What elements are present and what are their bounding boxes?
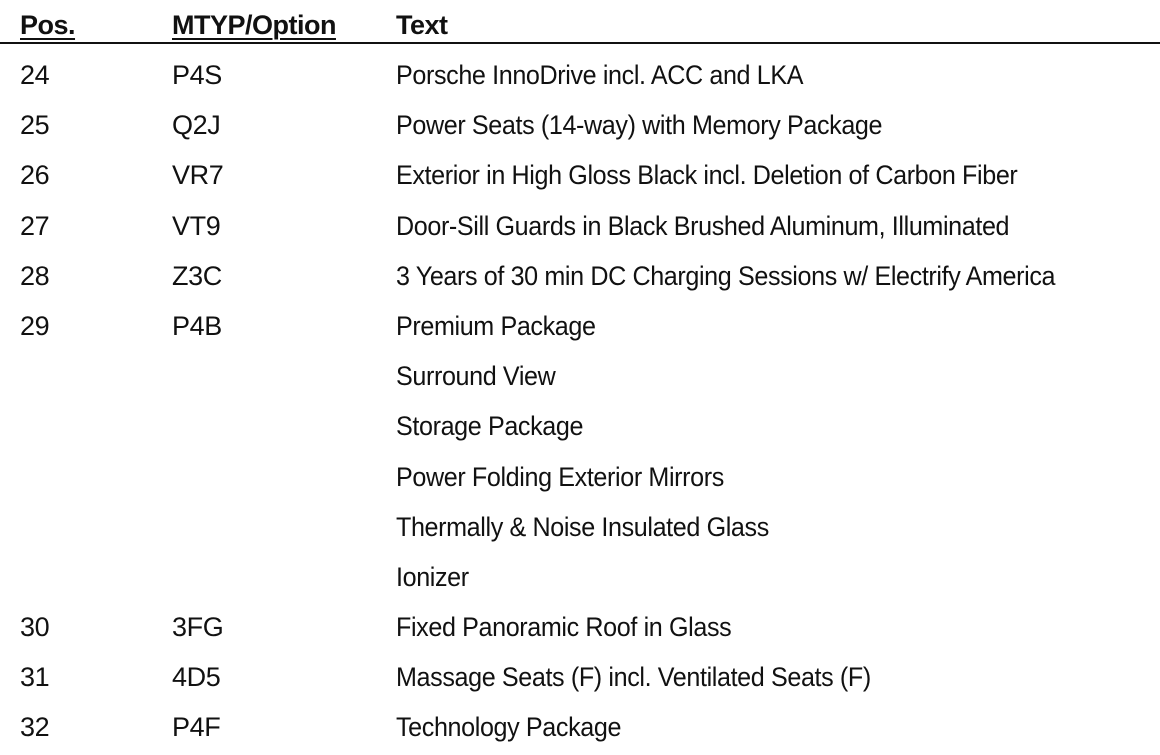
row-text: Fixed Panoramic Roof in Glass bbox=[396, 612, 732, 643]
row-text: Ionizer bbox=[396, 561, 469, 592]
header-pos: Pos. bbox=[20, 10, 76, 40]
row-text: Surround View bbox=[396, 361, 556, 392]
row-option: P4S bbox=[172, 60, 222, 90]
row-pos: 30 bbox=[20, 612, 50, 643]
table-row bbox=[0, 604, 1160, 654]
row-text: Storage Package bbox=[396, 411, 584, 442]
row-text: Technology Package bbox=[396, 712, 622, 743]
table-row-subitem bbox=[0, 504, 1160, 554]
header-option: MTYP/Option bbox=[172, 10, 336, 40]
row-option: Q2J bbox=[172, 110, 221, 141]
row-pos: 32 bbox=[20, 712, 50, 743]
row-option: P4B bbox=[172, 310, 222, 341]
table-row bbox=[0, 704, 1160, 754]
row-pos: 31 bbox=[20, 662, 50, 693]
table-header bbox=[0, 0, 1160, 44]
row-option: 3FG bbox=[172, 612, 224, 643]
table-row bbox=[0, 203, 1160, 253]
row-pos: 25 bbox=[20, 110, 50, 141]
row-text: Thermally & Noise Insulated Glass bbox=[396, 511, 769, 542]
row-text: Power Seats (14-way) with Memory Package bbox=[396, 110, 883, 141]
row-option: 4D5 bbox=[172, 662, 221, 693]
row-option: Z3C bbox=[172, 260, 222, 291]
row-text: Massage Seats (F) incl. Ventilated Seats (F) bbox=[396, 662, 871, 693]
row-pos: 24 bbox=[20, 60, 50, 90]
table-row bbox=[0, 52, 1160, 102]
row-text: Door-Sill Guards in Black Brushed Aluminum, Illuminated bbox=[396, 210, 1010, 241]
table-row bbox=[0, 253, 1160, 303]
table-body bbox=[0, 52, 1160, 755]
table-row-subitem bbox=[0, 353, 1160, 403]
row-option: VR7 bbox=[172, 160, 224, 191]
row-pos: 29 bbox=[20, 310, 50, 341]
table-row bbox=[0, 152, 1160, 202]
row-text: Porsche InnoDrive incl. ACC and LKA bbox=[396, 60, 804, 90]
table-row-subitem bbox=[0, 403, 1160, 453]
header-text: Text bbox=[396, 10, 448, 40]
row-pos: 28 bbox=[20, 260, 50, 291]
row-text: 3 Years of 30 min DC Charging Sessions w/ Electrify America bbox=[396, 260, 1056, 291]
row-pos: 27 bbox=[20, 210, 50, 241]
row-text: Power Folding Exterior Mirrors bbox=[396, 461, 724, 492]
row-text: Exterior in High Gloss Black incl. Deletion of Carbon Fiber bbox=[396, 160, 1018, 191]
row-text: Premium Package bbox=[396, 310, 596, 341]
row-option: P4F bbox=[172, 712, 221, 743]
row-pos: 26 bbox=[20, 160, 50, 191]
table-row bbox=[0, 654, 1160, 704]
table-row bbox=[0, 102, 1160, 152]
table-row-subitem bbox=[0, 454, 1160, 504]
table-row bbox=[0, 303, 1160, 353]
table-row-subitem bbox=[0, 554, 1160, 604]
row-option: VT9 bbox=[172, 210, 221, 241]
